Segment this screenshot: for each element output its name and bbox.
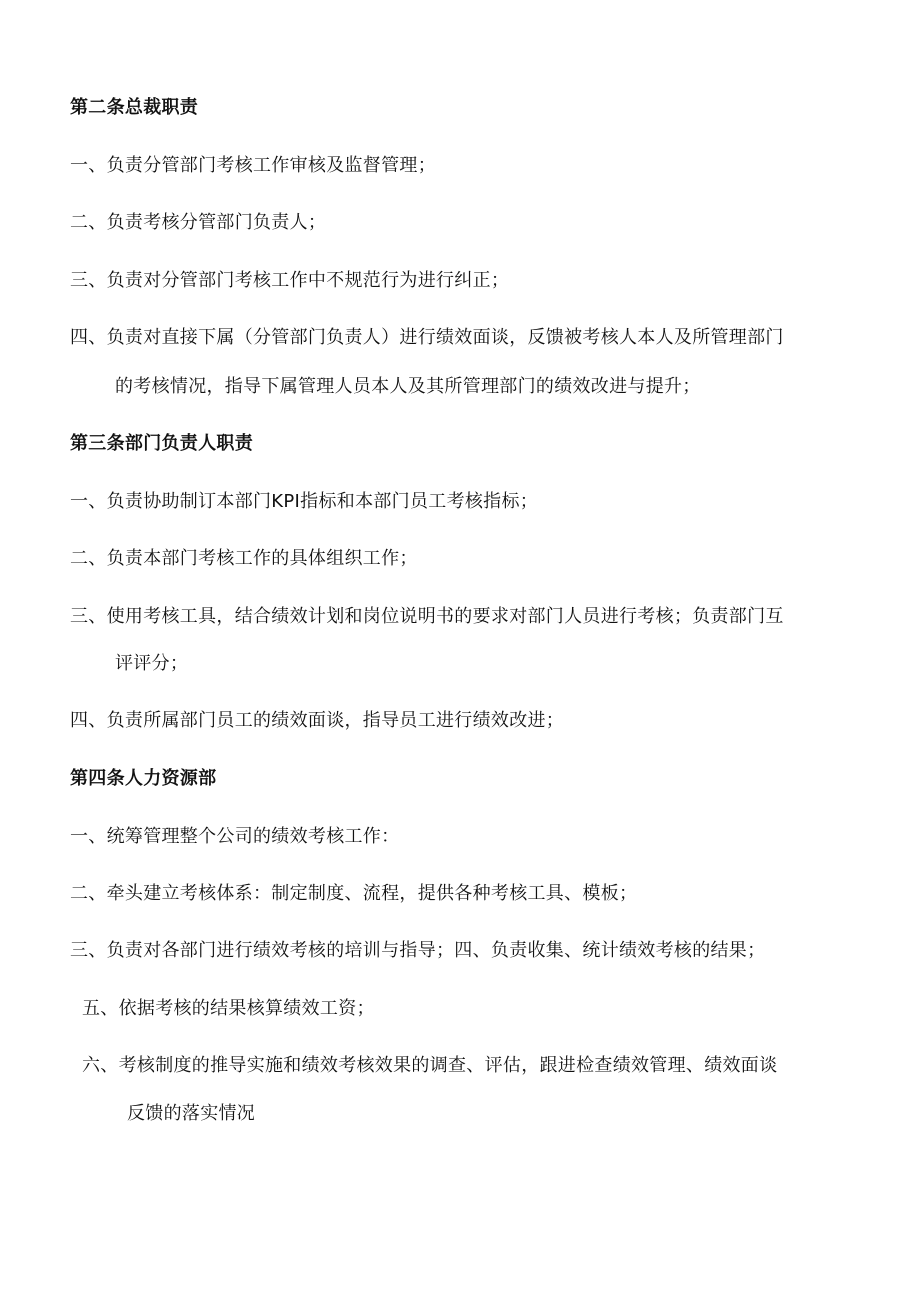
list-item: 一、统筹管理整个公司的绩效考核工作：: [70, 826, 400, 847]
list-item: 五、依据考核的结果核算绩效工资；: [82, 998, 375, 1019]
list-item: 二、牵头建立考核体系：制定制度、流程，提供各种考核工具、模板；: [70, 883, 638, 904]
list-item-continuation: 评评分；: [115, 653, 189, 674]
list-item: 四、负责所属部门员工的绩效面谈，指导员工进行绩效改进；: [70, 710, 565, 731]
list-item-continuation: 反馈的落实情况: [127, 1103, 256, 1124]
section-heading: 第二条总裁职责: [70, 97, 199, 118]
list-item-continuation: 的考核情况，指导下属管理人员本人及其所管理部门的绩效改进与提升；: [115, 376, 701, 397]
section-heading: 第三条部门负责人职责: [70, 433, 253, 454]
list-item: 六、考核制度的推导实施和绩效考核效果的调查、评估，跟进检查绩效管理、绩效面谈: [82, 1055, 778, 1076]
section-heading: 第四条人力资源部: [70, 768, 217, 789]
list-item: 三、使用考核工具，结合绩效计划和岗位说明书的要求对部门人员进行考核；负责部门互: [70, 606, 784, 627]
list-item: 三、负责对分管部门考核工作中不规范行为进行纠正；: [70, 270, 510, 291]
list-item: 一、负责分管部门考核工作审核及监督管理；: [70, 155, 436, 176]
list-item: 四、负责对直接下属（分管部门负责人）进行绩效面谈，反馈被考核人本人及所管理部门: [70, 327, 784, 348]
list-item: 一、负责协助制订本部门KPI指标和本部门员工考核指标；: [70, 491, 539, 512]
list-item: 二、负责本部门考核工作的具体组织工作；: [70, 548, 418, 569]
list-item: 三、负责对各部门进行绩效考核的培训与指导；四、负责收集、统计绩效考核的结果；: [70, 940, 766, 961]
list-item: 二、负责考核分管部门负责人；: [70, 212, 327, 233]
